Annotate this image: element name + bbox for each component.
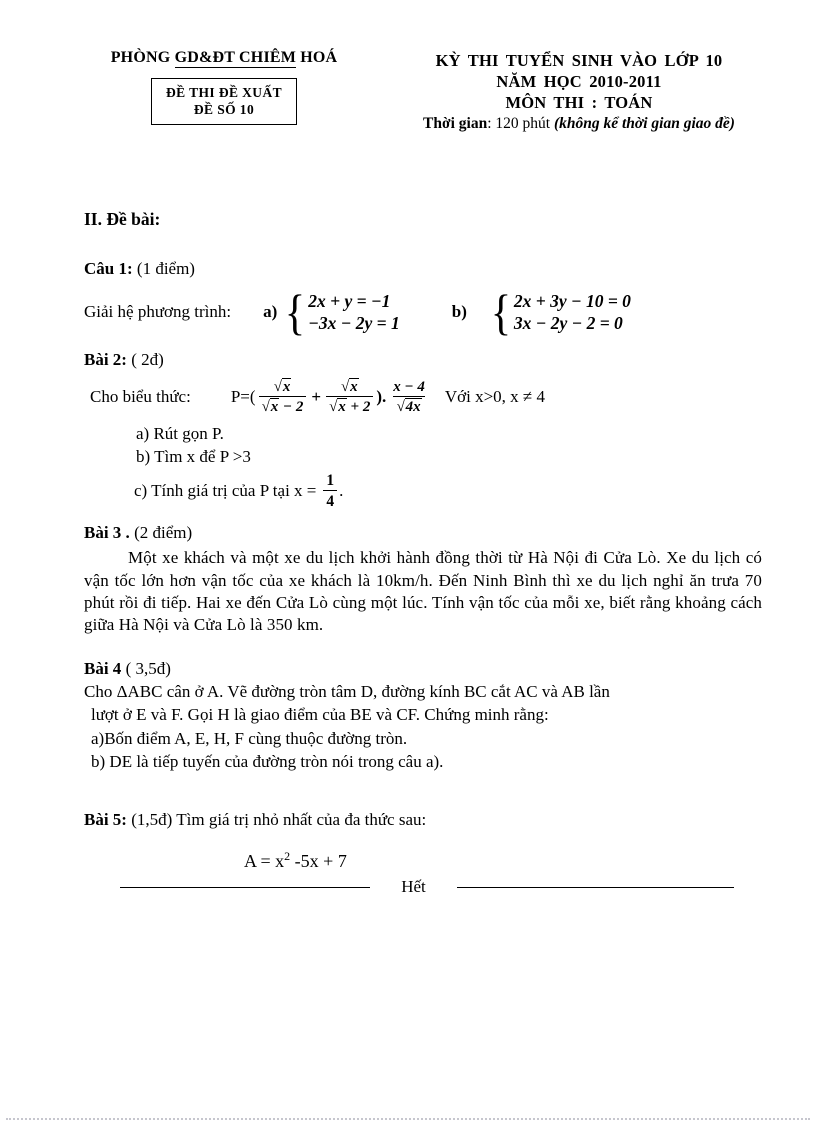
system-a-equations	[308, 290, 399, 334]
bai2-title	[84, 349, 762, 371]
cau1-label: Câu 1:	[84, 258, 133, 278]
bai2-label: Bài 2:	[84, 349, 127, 369]
fraction-2-den-radicand: x	[338, 399, 346, 416]
cau1-systems-row	[84, 283, 762, 340]
left-brace: {	[490, 283, 512, 340]
fraction-1-den-radicand: x	[270, 399, 279, 416]
radical-icon: √	[261, 399, 270, 416]
one-quarter-numerator: 1	[326, 471, 335, 489]
system-b	[489, 283, 631, 340]
bai3-title	[84, 522, 762, 544]
fraction-3	[390, 379, 428, 416]
bai4-line2: lượt ở E và F. Gọi H là giao điểm của BE và CF. Chứng minh rằng:	[91, 705, 549, 725]
bai2-item-c-row	[134, 472, 762, 510]
one-quarter-denominator: 4	[323, 490, 337, 510]
bai2-items	[136, 422, 762, 468]
school-year: NĂM HỌC 2010-2011	[496, 72, 662, 91]
bai2-formula-row	[84, 379, 762, 416]
fraction-3-denominator	[393, 396, 424, 416]
divider-line-left	[120, 887, 370, 888]
cau1-prompt: Giải hệ phương trình:	[84, 301, 232, 321]
bai3-label: Bài 3 .	[84, 523, 130, 543]
bai2-points: ( 2đ)	[126, 349, 164, 369]
proposal-box-line1: ĐỀ THI ĐỀ XUẤT	[166, 84, 282, 100]
cau1-a-label: a)	[263, 301, 278, 321]
p-lhs-text: P=(	[230, 387, 256, 407]
p-equals	[231, 386, 256, 408]
office-title	[84, 48, 364, 69]
system-a	[283, 283, 400, 340]
bai4-points: ( 3,5đ)	[121, 658, 171, 678]
end-divider	[120, 876, 734, 898]
section-title: II. Đề bài:	[84, 209, 161, 229]
bai4-label: Bài 4	[84, 658, 122, 678]
fraction-2	[326, 379, 373, 416]
left-brace: {	[285, 283, 306, 340]
office-title-post: HOÁ	[296, 49, 338, 66]
bai5-prompt: Tìm giá trị nhỏ nhất của đa thức sau:	[176, 809, 427, 829]
system-a-eq1: 2x + y = −1	[308, 290, 391, 311]
fraction-2-denominator	[326, 396, 373, 416]
bai4-item-a: a)Bốn điểm A, E, H, F cùng thuộc đường tròn.	[91, 728, 408, 748]
proposal-box	[151, 78, 297, 125]
time-label: Thời gian	[423, 115, 488, 132]
bai2-item-c-text: c) Tính giá trị của P tại x =	[134, 481, 317, 501]
header-left-block	[84, 48, 364, 125]
plus-operator: +	[311, 387, 322, 407]
fraction-2-num-radicand: x	[350, 378, 358, 395]
bai5-eq-pre: A = x	[244, 850, 285, 871]
time-line	[364, 113, 794, 134]
fraction-3-den-radicand: 4x	[405, 399, 421, 416]
exam-header	[84, 48, 762, 134]
fraction-2-den-rest: + 2	[346, 399, 371, 416]
cau1-points: (1 điểm)	[132, 258, 195, 278]
end-label: Hết	[401, 877, 426, 896]
bai3-points: (2 điểm)	[129, 523, 193, 543]
fraction-1-denominator	[259, 396, 307, 416]
time-note: (không kể thời gian giao đề)	[553, 115, 735, 132]
bai2-prompt: Cho biểu thức:	[90, 387, 191, 407]
time-value: : 120 phút	[487, 115, 554, 132]
bai2-item-b: b) Tìm x để P >3	[136, 446, 251, 466]
system-b-eq1: 2x + 3y − 10 = 0	[513, 290, 631, 311]
bai4-item-b: b) DE là tiếp tuyến của đường tròn nói trong câu a).	[91, 752, 444, 772]
bai3-paragraph: Một xe khách và một xe du lịch khởi hành đồng thời từ Hà Nội đi Cửa Lò. Xe du lịch có vận tốc lớn hơn vận tốc của xe khách là 10km/h. Đến Ninh Bình thì xe du lịch nghỉ ăn trưa 70 phút rồi đi tiếp. Hai xe đến Cửa Lò cùng một lúc. Tính vận tốc của mỗi xe, biết rằng khoảng cách giữa Hà Nội và Cửa Lò là 350 km.	[84, 548, 762, 635]
system-b-eq2: 3x − 2y − 2 = 0	[513, 312, 623, 333]
fraction-1-den-rest: − 2	[279, 399, 304, 416]
office-title-pre: PHÒNG	[110, 49, 175, 66]
bai5-label: Bài 5:	[84, 809, 127, 829]
fraction-1	[259, 379, 307, 416]
proposal-box-line2: ĐỀ SỐ 10	[193, 101, 255, 117]
bai5-eq-post: -5x + 7	[290, 850, 347, 871]
radical-icon: √	[329, 399, 338, 416]
radical-icon: √	[396, 399, 405, 416]
page-bottom-dotted-line	[6, 1118, 810, 1120]
radical-icon: √	[273, 378, 282, 395]
system-a-eq2: −3x − 2y = 1	[308, 312, 400, 333]
one-quarter-fraction	[323, 472, 337, 510]
system-b-equations	[514, 290, 631, 334]
bai2-item-a: a) Rút gọn P.	[136, 423, 224, 443]
radical-icon: √	[340, 378, 350, 395]
fraction-1-numerator	[271, 379, 295, 397]
office-title-underlined: GD&ĐT CHIÊM	[174, 49, 297, 66]
bai4-line1: Cho ΔABC cân ở A. Vẽ đường tròn tâm D, đường kính BC cắt AC và AB lần	[84, 681, 610, 701]
cau1-b-label: b)	[451, 301, 467, 321]
bai5-equation	[244, 850, 762, 873]
fraction-1-num-radicand: x	[282, 378, 291, 395]
cau1-title	[84, 258, 762, 280]
close-paren: ).	[376, 387, 387, 407]
divider-line-right	[457, 887, 734, 888]
bai5-points: (1,5đ)	[126, 809, 177, 829]
header-right-block	[364, 48, 794, 134]
bai2-condition: Với x>0, x ≠ 4	[444, 387, 546, 407]
fraction-3-numerator: x − 4	[393, 378, 425, 395]
bai5-title-row	[84, 808, 762, 831]
fraction-2-numerator	[338, 379, 362, 397]
bai2-item-c-period: .	[339, 481, 344, 501]
bai4-title	[84, 658, 762, 680]
bai5-eq-exponent: 2	[284, 848, 291, 863]
subject-line: MÔN THI : TOÁN	[505, 93, 653, 112]
exam-title: KỲ THI TUYỂN SINH VÀO LỚP 10	[435, 51, 723, 70]
